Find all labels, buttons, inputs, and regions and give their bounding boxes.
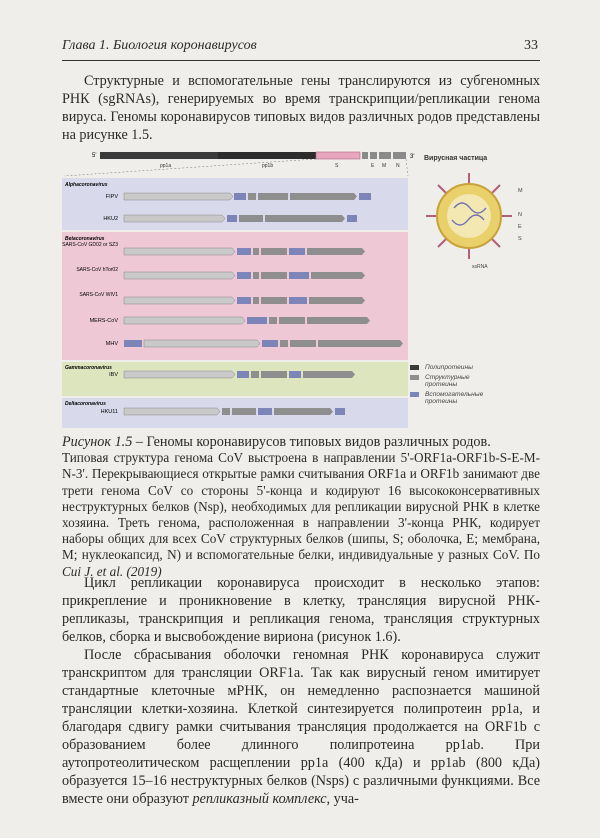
structural-gene [232,408,256,415]
virus-row-hku11 [101,408,345,415]
caption-reference: Cui J. et al. (2019) [62,563,162,579]
virus-row-mhv [106,340,403,347]
virus-label: HKU11 [100,409,118,415]
virion-s-label: S [518,236,522,242]
virus-label: MERS-CoV [89,318,118,324]
accessory-gene [258,408,272,415]
structural-gene [265,215,345,222]
caption-figure-label: Рисунок 1.5 [62,434,133,450]
legend-accessory [410,391,540,405]
spike-gene [124,408,220,415]
legend-structural [410,374,540,388]
virus-label: HKU2 [103,216,118,222]
structural-gene [309,297,365,304]
virus-row-ibv [109,371,355,378]
chapter-title: Глава 1. Биология коронавирусов [62,38,257,53]
virion-title: Вирусная частица [424,155,488,162]
structural-gene [261,371,287,378]
n-label: N [396,163,400,169]
genus-beta-label: Betacoronavirus [65,236,105,242]
virion-rna-label: ssRNA [472,264,488,270]
genome-pp1b-bar [218,152,316,159]
zoom-line-right [406,159,408,176]
genus-delta-label: Deltacoronavirus [65,401,106,407]
virus-label: MHV [105,341,118,347]
structural-gene [261,297,287,304]
structural-gene [307,248,365,255]
structural-gene [261,272,287,279]
alpha-panel [62,178,408,230]
genome-e-bar [370,152,377,159]
accessory-gene [247,317,267,324]
m-label: M [382,163,387,169]
accessory-gene [289,248,305,255]
paragraph-3-tail: , уча- [326,791,359,807]
spike-gene [124,215,225,222]
virus-label: SARS-CoV GD02 or SZ3 [62,242,118,248]
intro-paragraph: Структурные и вспомогательные гены транслируются из субгеномных РНК (sgRNAs), генерируемых во время транскрипции/репликации генома вируса. Геномы коронавирусов типовых видов различных родов представлены на рисунке 1.5. [62,73,540,143]
caption-lead [62,434,491,450]
figure-caption [62,434,540,580]
accessory-gene [237,371,249,378]
legend-swatch [410,392,419,397]
structural-gene [248,193,256,200]
genome-s-bar [316,152,360,159]
figure-1-5 [62,148,540,430]
accessory-gene [289,371,301,378]
genome-pp1a-bar [100,152,218,159]
e-label: E [371,163,375,169]
structural-gene [253,248,259,255]
virus-label: IBV [109,372,118,378]
pp1a-label: pp1a [160,163,172,169]
paragraph-translation [62,646,540,808]
structural-gene [222,408,230,415]
structural-gene [307,317,370,324]
virion-illustration [426,173,512,259]
structural-gene [258,193,288,200]
virus-label: FIPV [105,194,118,200]
structural-gene [274,408,333,415]
accessory-gene [237,248,251,255]
legend-label: Вспомогательные протеины [425,391,484,405]
legend-swatch [410,375,419,380]
five-prime-label: 5' [92,153,97,159]
caption-body: Типовая структура генома CoV выстроена в направлении 5'-ORF1a-ORF1b-S-E-M-N-3'. Перекрывающиеся открытые рамки считывания ORF1a и ORF1b занимают две трети генома CoV со стороны 5'-конца и кодируют 16 высококонсервативных неструктурных белков (Nsp), необходимых для репликации вирусной РНК в клетке хозяина. Треть генома, расположенная в направлении 3'-конца РНК, кодирует наборы общих для всех CoV структурных белков (шипы, S; оболочка, E; мембрана, M; нуклеокапсид, N) и вспомогательные белки, индивидуальные у разных CoV. По [62,450,540,563]
figure-legend [410,364,540,408]
accessory-gene [237,297,251,304]
spike-gene [124,317,245,324]
structural-gene [261,248,287,255]
spike-gene [144,340,260,347]
legend-label: Полипротеины [425,364,473,371]
paragraph-3-term: репликазный комплекс [192,791,327,807]
spike-gene [124,248,235,255]
genome-m-bar [379,152,391,159]
accessory-gene [359,193,371,200]
structural-gene [253,272,259,279]
accessory-gene [289,297,307,304]
genome-n-bar [393,152,406,159]
legend-swatch [410,365,419,370]
accessory-gene [227,215,237,222]
accessory-gene [335,408,345,415]
spike-gene [124,272,235,279]
spike-gene [124,371,235,378]
accessory-gene [237,272,251,279]
genus-gamma-label: Gammacoronavirus [65,365,112,371]
page-number: 33 [524,38,538,53]
pp1b-label: pp1b [262,163,274,169]
accessory-gene [262,340,278,347]
legend-label: Структурные протеины [425,374,470,388]
caption-title: – Геномы коронавирусов типовых видов различных родов. [132,434,491,450]
virion-core [447,194,491,238]
structural-gene [280,340,288,347]
spike-gene [124,193,233,200]
structural-gene [311,272,365,279]
zoom-line-left [64,159,316,176]
structural-gene [239,215,263,222]
virus-row-hku2 [103,215,357,222]
legend-polyproteins [410,364,540,371]
structural-gene [290,193,357,200]
structural-gene [279,317,305,324]
virion-e-label: E [518,224,522,230]
three-prime-label: 3' [410,154,415,160]
accessory-gene [124,340,142,347]
structural-gene [253,297,259,304]
accessory-gene [289,272,309,279]
structural-gene [269,317,277,324]
paragraph-3-text: После сбрасывания оболочки геномная РНК коронавируса служит транскриптом для трансляции ORF1a. Так как вирусный геном имитирует стандартные клеточные мРНК, он немедленно распознается машиной трансляции клетки-хозяина. Клеткой синтезируется полипротеин pp1a, и благодаря сдвигу рамки считывания трансляция продолжается на ORF1b с образованием более длинного полипротеина pp1ab. При аутопротеолитическом расщеплении pp1a (400 кДа) и pp1ab (800 кДа) образуется 15–16 неструктурных белков (Nsps) с различными функциями. Все вместе они образуют [62,647,540,807]
structural-gene [251,371,259,378]
virus-row-fipv [106,193,371,200]
genome-accessory-1 [362,152,368,159]
paragraph-replication-cycle: Цикл репликации коронавируса происходит в несколько этапов: прикрепление и проникновение в клетку, трансляция вирусной РНК-репликазы, транскрипция и репликация генома, трансляция структурных белков, сборка и высвобождение вириона (рисунок 1.6). [62,575,540,645]
virion-m-label: M [518,188,523,194]
structural-gene [303,371,355,378]
virus-row-mers [90,317,370,324]
genus-alpha-label: Alphacoronavirus [65,182,108,188]
running-header [62,38,540,61]
s-label: S [335,163,339,169]
spike-gene [124,297,235,304]
virus-label: SARS-CoV hTor02 [76,267,118,273]
structural-gene [290,340,316,347]
gamma-panel [62,362,408,396]
structural-gene [318,340,403,347]
virus-label: SARS-CoV WIV1 [79,292,118,298]
accessory-gene [234,193,246,200]
accessory-gene [347,215,357,222]
virion-n-label: N [518,212,522,218]
